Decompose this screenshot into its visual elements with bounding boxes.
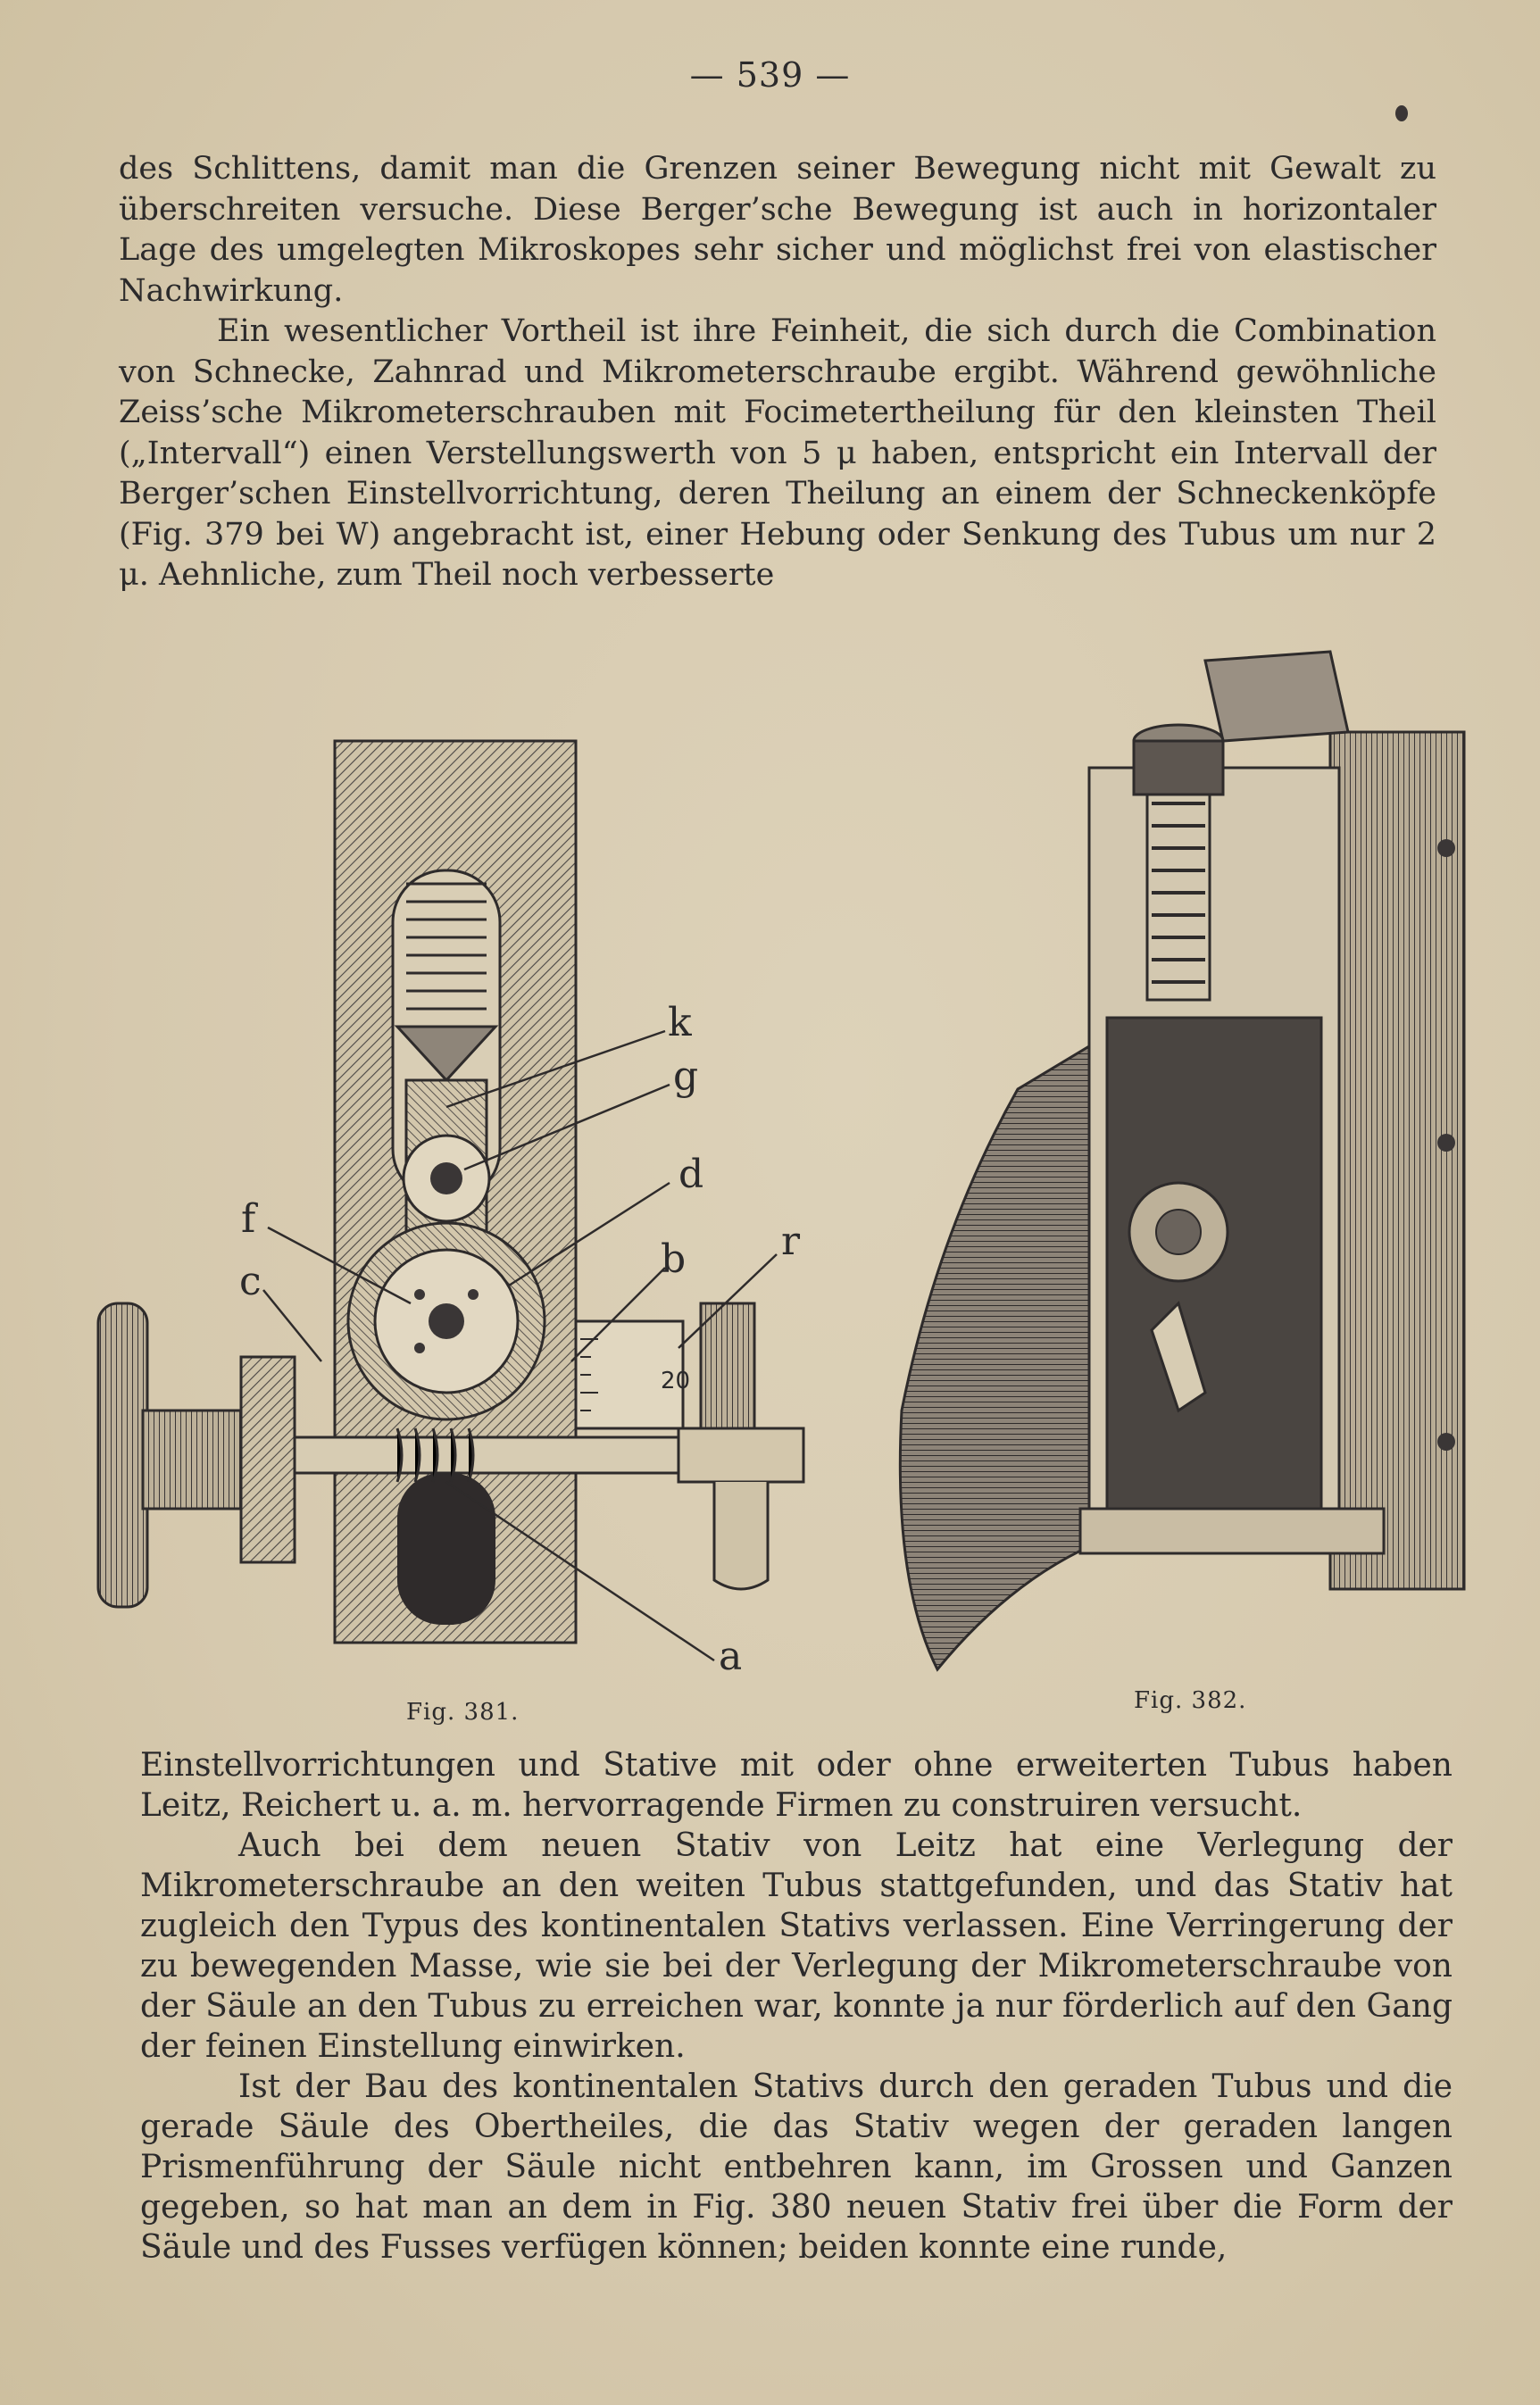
figure-381-caption: Fig. 381. <box>406 1699 520 1726</box>
paragraph: Auch bei dem neuen Stativ von Leitz hat eine Verlegung der Mikrometerschraube an den weiten Tubus stattgefunden, und das Stativ hat zugleich den Typus des kontinentalen Stativs verlassen. Eine Verringerung der zu bewegenden Masse, wie sie bei der Verlegung der Mikrometerschraube von der Säule an den Tubus zu erreichen war, konnte ja nur förderlich auf den Gang der feinen Einstellung einwirken. <box>140 1827 1453 2065</box>
figure-382-illustration <box>884 625 1491 1687</box>
ink-spot <box>1395 105 1408 121</box>
label-f: f <box>241 1196 256 1242</box>
label-b: b <box>661 1236 687 1282</box>
label-k: k <box>668 1000 692 1045</box>
scale-mark: 20 <box>661 1368 691 1394</box>
text-block-top <box>119 149 1436 596</box>
paragraph: Einstellvorrichtungen und Stative mit oder ohne erweiterten Tubus haben Leitz, Reichert u. a. m. hervorragende Firmen zu construiren versucht. <box>140 1747 1453 1824</box>
paragraph: Ist der Bau des kontinentalen Stativs durch den geraden Tubus und die gerade Säule des Obertheiles, die das Stativ wegen der geraden langen Prismenführung der Säule nicht entbehren kann, im Grossen und Ganzen gegeben, so hat man an dem in Fig. 380 neuen Stativ frei über die Form der Säule und des Fusses verfügen können; beiden konnte eine runde, <box>140 2068 1453 2266</box>
label-r: r <box>781 1219 801 1264</box>
page-number: — 539 — <box>689 55 851 95</box>
label-c: c <box>239 1259 262 1304</box>
figure-382-caption: Fig. 382. <box>1134 1687 1247 1714</box>
label-d: d <box>678 1152 704 1197</box>
label-g: g <box>673 1053 699 1099</box>
text-block-bottom <box>140 1745 1453 2268</box>
paragraph: des Schlittens, damit man die Grenzen seiner Bewegung nicht mit Gewalt zu überschreiten versuche. Diese Berger’sche Bewegung ist auch in horizontaler Lage des umgelegten Mikroskopes sehr sicher und möglichst frei von elastischer Nachwirkung. <box>119 151 1436 309</box>
figure-381-illustration <box>89 732 839 1696</box>
paragraph: Ein wesentlicher Vortheil ist ihre Feinheit, die sich durch die Combination von Schnecke, Zahnrad und Mikrometerschraube ergibt. Während gewöhnliche Zeiss’sche Mikrometerschrauben mit Focimetertheilung für den kleinsten Theil („Intervall“) einen Verstellungswerth von 5 μ haben, entspricht ein Intervall der Berger’schen Einstellvorrichtung, deren Theilung an einem der Schneckenköpfe (Fig. 379 bei W) angebracht ist, einer Hebung oder Senkung des Tubus um nur 2 μ. Aehnliche, zum Theil noch verbesserte <box>119 313 1436 593</box>
label-a: a <box>719 1634 743 1679</box>
